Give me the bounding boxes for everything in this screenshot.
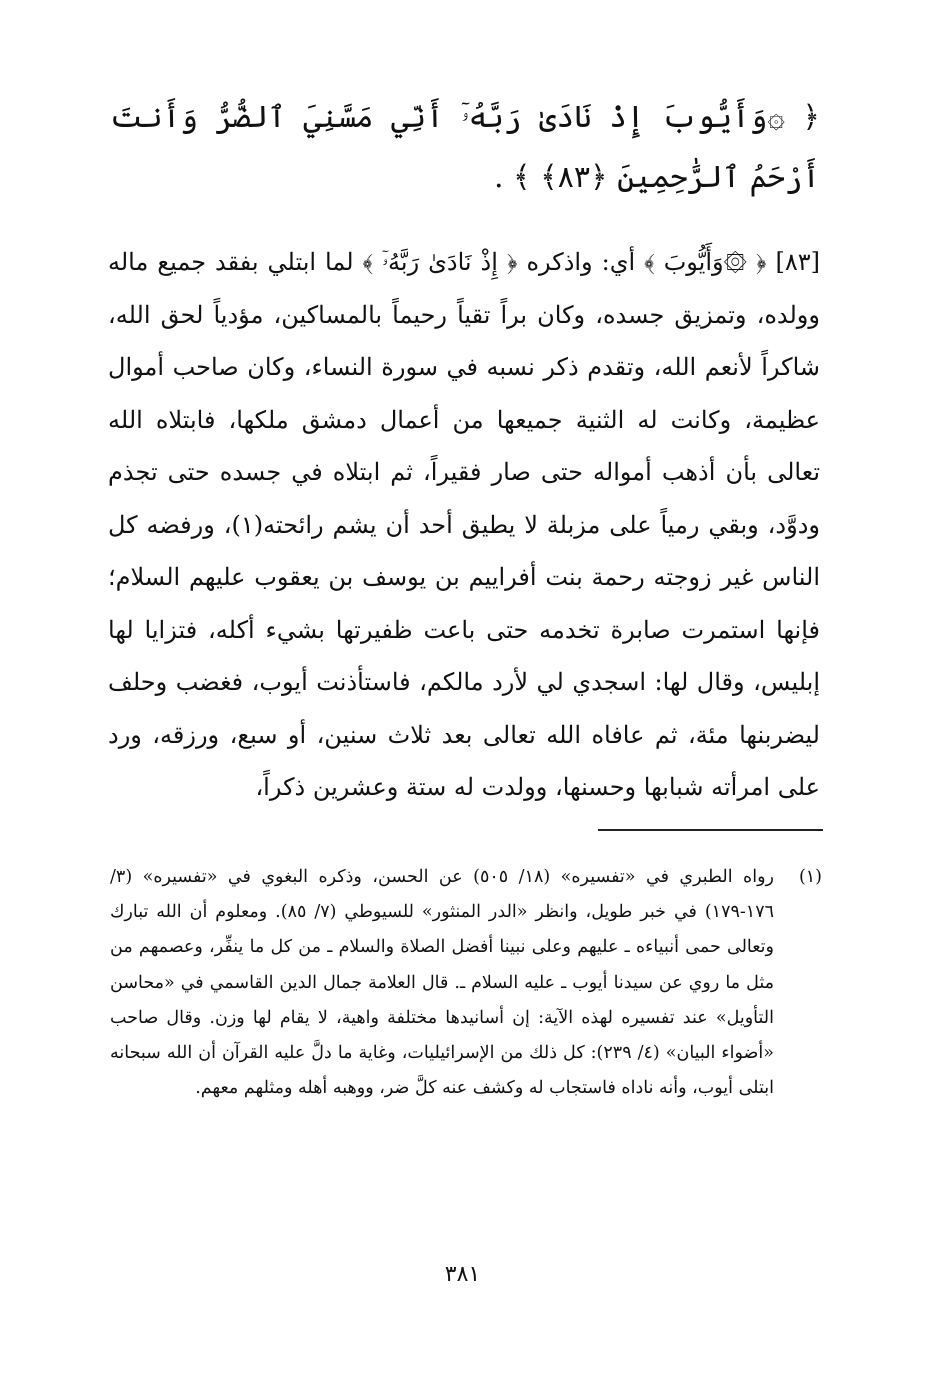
footnote-text: رواه الطبري في «تفسيره» (١٨/ ٥٠٥) عن الحسن، وذكره البغوي في «تفسيره» (٣/ ١٧٦-١٧٩) في خبر طويل، وانظر «الدر المنثور» للسيوطي (٧/ ٨٥). ومعلوم أن الله تبارك وتعالى حمى أنبياءه ـ عليهم وعلى نبينا أفضل الصلاة والسلام ـ من كل ما ينفِّر، وعصمهم من مثل ما روي عن سيدنا أيوب ـ عليه السلام ـ. قال العلامة جمال الدين القاسمي في «محاسن التأويل» عند تفسيره لهذه الآية: إن أسانيدها مختلفة واهية، لا يقام لها وزن. وقال صاحب «أضواء البيان» (٤/ ٢٣٩): كل ذلك من الإسرائيليات، وغاية ما دلَّ عليه القرآن أن الله سبحانه ابتلى أيوب، وأنه ناداه فاستجاب له وكشف عنه كلَّ ضر، ووهبه أهله ومثلهم معهم. bbox=[110, 867, 774, 1099]
commentary-paragraph bbox=[108, 236, 820, 814]
footnote-divider bbox=[598, 829, 823, 831]
footnote bbox=[110, 860, 822, 1106]
ayah-number: [٨٣] bbox=[775, 248, 820, 276]
verse-text: ﴿ ۞وَأَيُّوبَ إِذْ نَادَىٰ رَبَّهُۥٓ أَنِّي مَسَّنِيَ ٱلضُّرُّ وَأَنتَ أَرْحَمُ ٱلرَّٰحِمِينَ ﴿٨٣﴾ ﴾ . bbox=[110, 100, 820, 195]
commentary-body bbox=[108, 236, 820, 814]
commentary-text: ﴿ ۞وَأَيُّوبَ ﴾ أي: واذكره ﴿ إِذْ نَادَىٰ رَبَّهُۥٓ ﴾ لما ابتلي بفقد جميع ماله وولده، وتمزيق جسده، وكان براً تقياً رحيماً بالمساكين، مؤدياً لحق الله، شاكراً لأنعم الله، وتقدم ذكر نسبه في سورة النساء، وكان صاحب أموال عظيمة، وكانت له الثنية جميعها من أعمال دمشق ملكها، فابتلاه الله تعالى بأن أذهب أمواله حتى صار فقيراً، ثم ابتلاه في جسده حتى تجذم ودوَّد، وبقي رمياً على مزبلة لا يطيق أحد أن يشم رائحته(١)، ورفضه كل الناس غير زوجته رحمة بنت أفراييم بن يوسف بن يعقوب عليهم السلام؛ فإنها استمرت صابرة تخدمه حتى باعت ظفيرتها بشيء أكله، فتزايا لها إبليس، وقال لها: اسجدي لي لأرد مالكم، فاستأذنت أيوب، فغضب وحلف ليضربنها مئة، ثم عافاه الله تعالى بعد ثلاث سنين، أو سبع، ورزقه، ورد على امرأته شبابها وحسنها، وولدت له ستة وعشرين ذكراً، bbox=[108, 248, 820, 801]
page-number: ٣٨١ bbox=[444, 1262, 481, 1287]
quran-verse bbox=[110, 88, 820, 208]
footnote-marker: (١) bbox=[798, 867, 822, 887]
